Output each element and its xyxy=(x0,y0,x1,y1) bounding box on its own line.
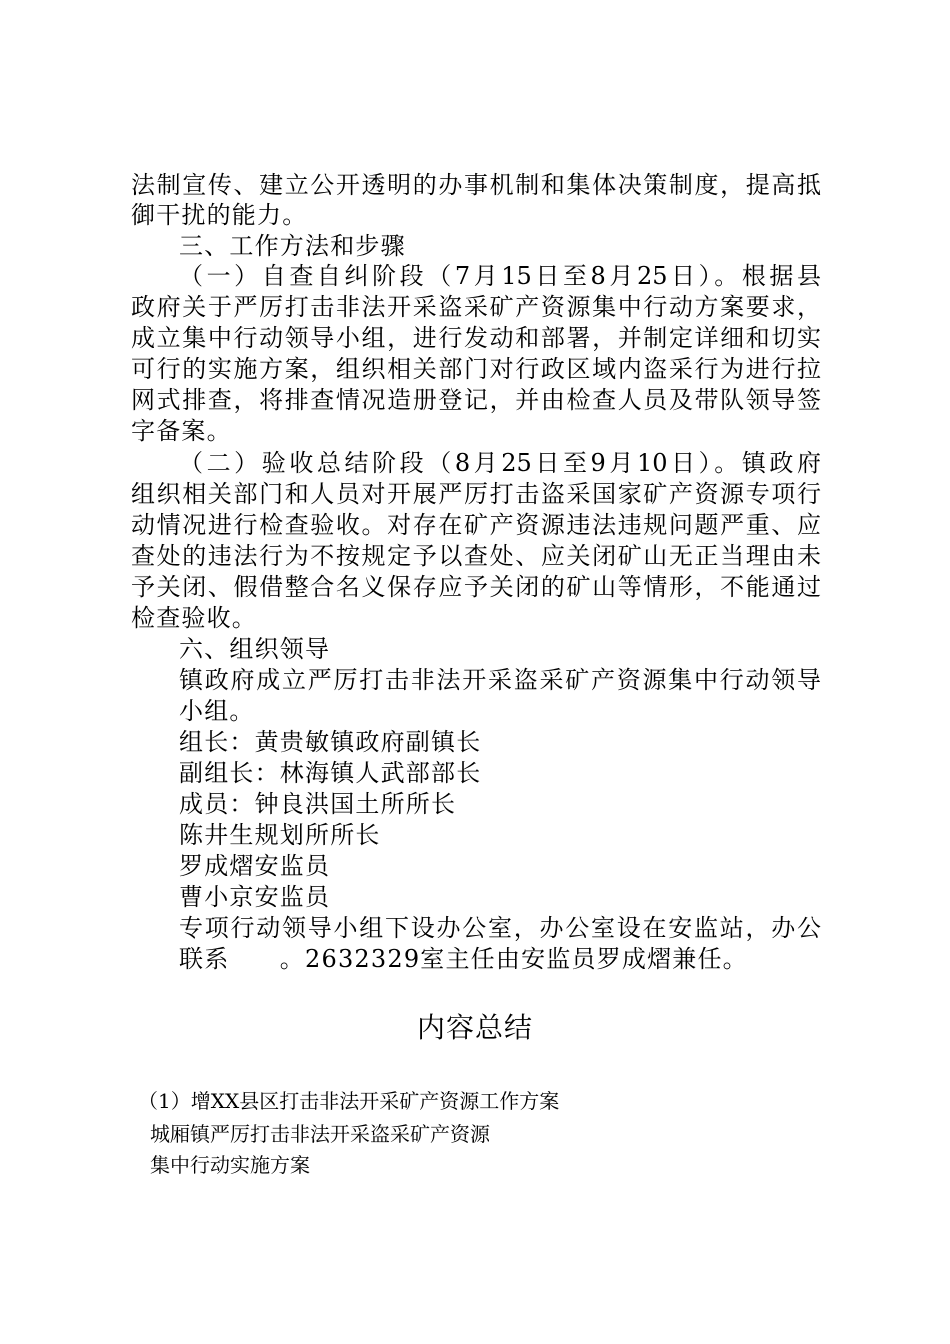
paragraph-line: （一）自查自纠阶段（7月15日至8月25日）。根据县 xyxy=(179,262,821,290)
member-line: 成员：钟良洪国土所所长 xyxy=(179,790,457,818)
paragraph-line: 法制宣传、建立公开透明的办事机制和集体决策制度，提高抵 xyxy=(131,171,821,199)
section-heading: 六、组织领导 xyxy=(179,635,331,663)
summary-line: （1）增XX县区打击非法开采矿产资源工作方案 xyxy=(138,1089,560,1113)
summary-line: 集中行动实施方案 xyxy=(150,1153,310,1177)
paragraph-line: 专项行动领导小组下设办公室，办公室设在安监站，办公 xyxy=(179,914,821,942)
paragraph-line: 查处的违法行为不按规定予以查处、应关闭矿山无正当理由未 xyxy=(131,542,821,570)
member-line: 罗成熠安监员 xyxy=(179,852,331,880)
paragraph-line: 镇政府成立严厉打击非法开采盗采矿产资源集中行动领导 xyxy=(179,666,821,694)
paragraph-line: 成立集中行动领导小组，进行发动和部署，并制定详细和切实 xyxy=(131,324,821,352)
paragraph-line: 字备案。 xyxy=(131,417,232,445)
paragraph-line: 组织相关部门和人员对开展严厉打击盗采国家矿产资源专项行 xyxy=(131,480,821,508)
section-heading: 三、工作方法和步骤 xyxy=(179,232,406,260)
member-line: 曹小京安监员 xyxy=(179,883,331,911)
paragraph-line: 动情况进行检查验收。对存在矿产资源违法违规问题严重、应 xyxy=(131,511,821,539)
paragraph-line: 检查验收。 xyxy=(131,604,257,632)
paragraph-line: 网式排查，将排查情况造册登记，并由检查人员及带队领导签 xyxy=(131,386,821,414)
member-line: 组长：黄贵敏镇政府副镇长 xyxy=(179,728,482,756)
member-line: 副组长：林海镇人武部部长 xyxy=(179,759,482,787)
paragraph-line: 政府关于严厉打击非法开采盗采矿产资源集中行动方案要求， xyxy=(131,293,821,321)
paragraph-line: 可行的实施方案，组织相关部门对行政区域内盗采行为进行拉 xyxy=(131,355,821,383)
member-line: 陈井生规划所所长 xyxy=(179,821,381,849)
paragraph-line: 联系 。2632329室主任由安监员罗成熠兼任。 xyxy=(179,945,748,973)
summary-line: 城厢镇严厉打击非法开采盗采矿产资源 xyxy=(150,1122,490,1146)
paragraph-line: （二）验收总结阶段（8月25日至9月10日）。镇政府 xyxy=(179,449,821,477)
paragraph-line: 小组。 xyxy=(179,697,255,725)
paragraph-line: 予关闭、假借整合名义保存应予关闭的矿山等情形，不能通过 xyxy=(131,573,821,601)
summary-title: 内容总结 xyxy=(416,1011,533,1044)
paragraph-line: 御干扰的能力。 xyxy=(131,201,308,229)
